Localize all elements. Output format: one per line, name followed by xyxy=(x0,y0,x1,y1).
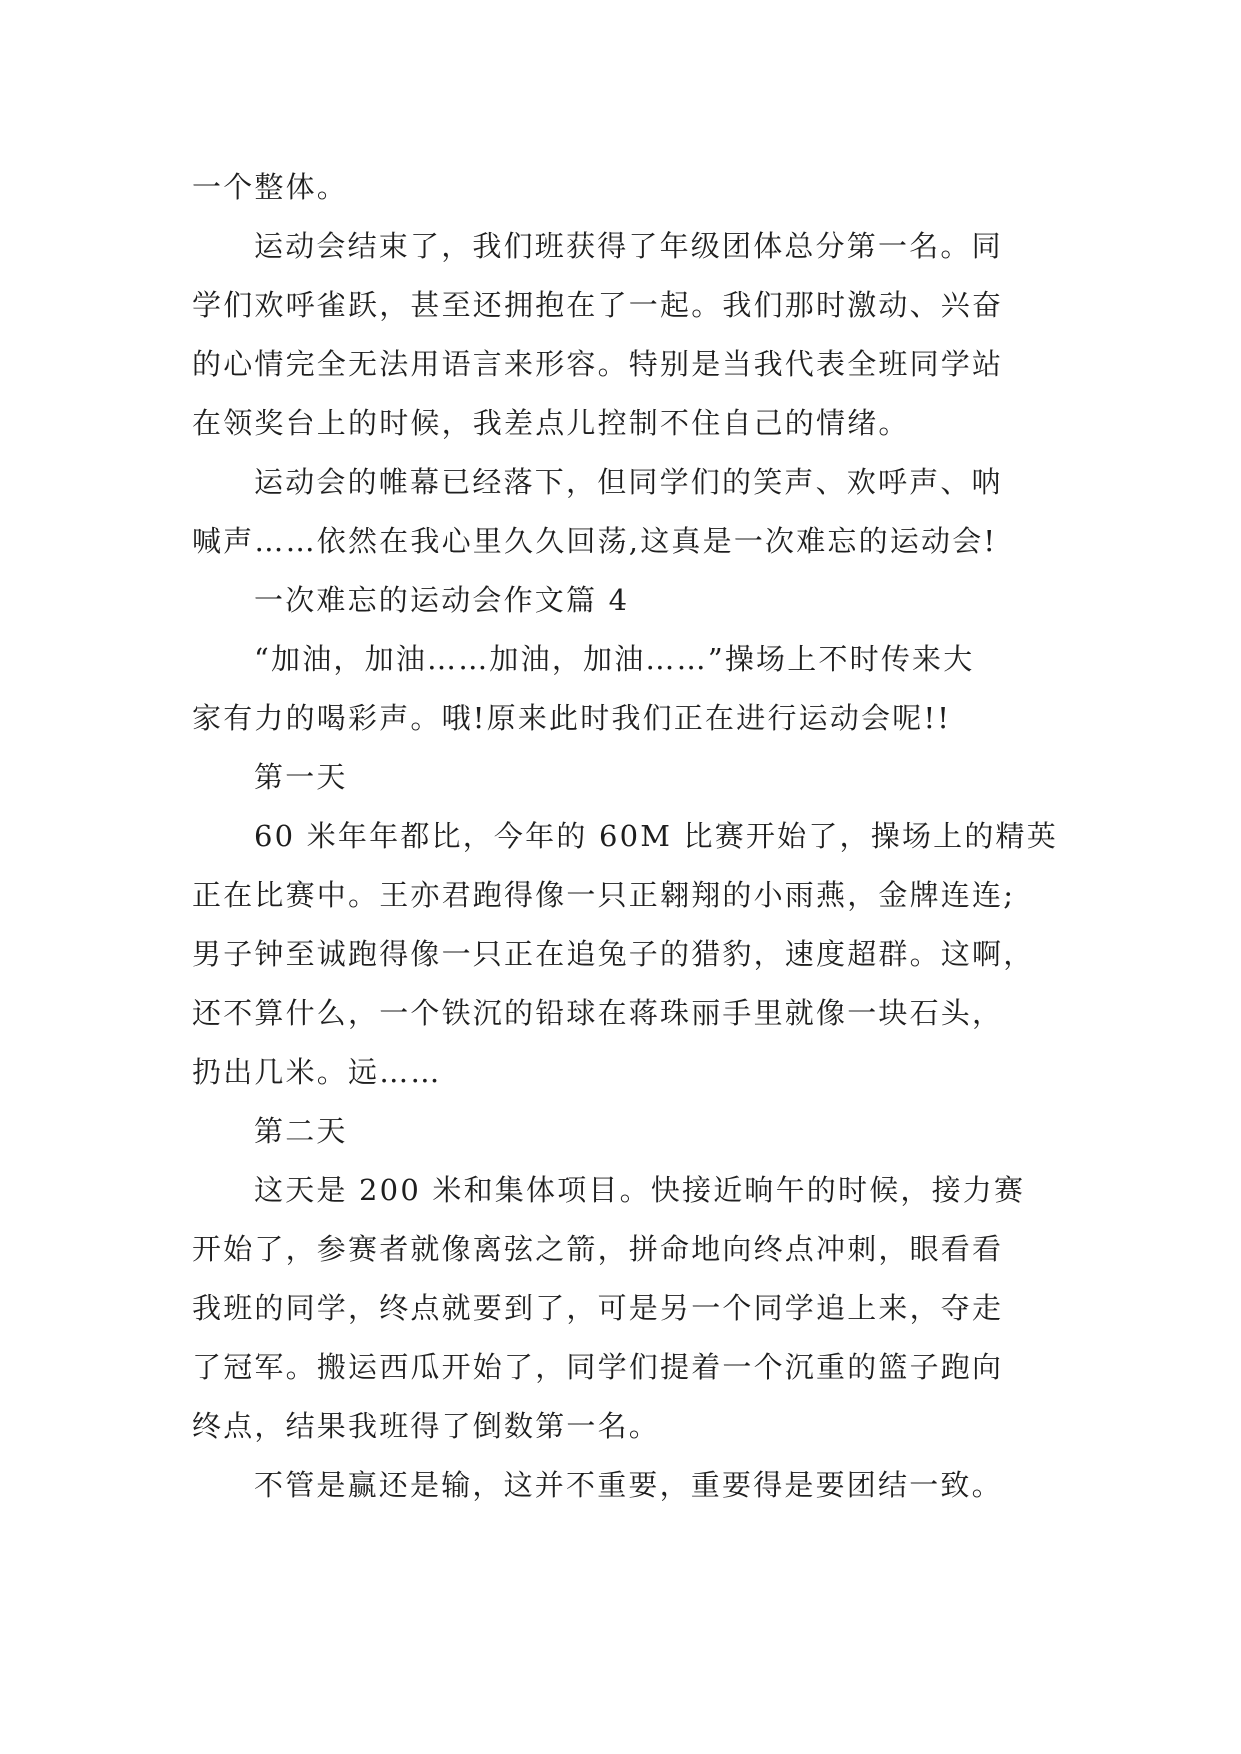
text-line: 开始了，参赛者就像离弦之箭，拼命地向终点冲刺，眼看看 xyxy=(192,1232,1004,1266)
text-line: 正在比赛中。王亦君跑得像一只正翱翔的小雨燕，金牌连连; xyxy=(192,878,1016,912)
text-line: 终点，结果我班得了倒数第一名。 xyxy=(192,1409,661,1443)
text-line: 运动会的帷幕已经落下，但同学们的笑声、欢呼声、呐 xyxy=(254,465,1003,499)
essay-text xyxy=(192,158,1072,1515)
text-line: 还不算什么，一个铁沉的铅球在蒋珠丽手里就像一块石头， xyxy=(192,996,1004,1030)
text-line: 了冠军。搬运西瓜开始了，同学们提着一个沉重的篮子跑向 xyxy=(192,1350,1004,1384)
text-line: 运动会结束了，我们班获得了年级团体总分第一名。同 xyxy=(254,229,1003,263)
text-line: 这天是 200 米和集体项目。快接近晌午的时候，接力赛 xyxy=(254,1173,1026,1207)
text-line: 学们欢呼雀跃，甚至还拥抱在了一起。我们那时激动、兴奋 xyxy=(192,288,1004,322)
text-line: 我班的同学，终点就要到了，可是另一个同学追上来，夺走 xyxy=(192,1291,1004,1325)
text-line: 一次难忘的运动会作文篇 4 xyxy=(254,583,630,617)
text-line: 男子钟至诚跑得像一只正在追兔子的猎豹，速度超群。这啊， xyxy=(192,937,1035,971)
text-line: 喊声……依然在我心里久久回荡,这真是一次难忘的运动会! xyxy=(192,524,998,558)
text-line: 第一天 xyxy=(254,760,348,794)
text-line: 在领奖台上的时候，我差点儿控制不住自己的情绪。 xyxy=(192,406,910,440)
text-line: “加油，加油……加油，加油……”操场上不时传来大 xyxy=(254,642,975,676)
text-line: 第二天 xyxy=(254,1114,348,1148)
text-line: 不管是赢还是输，这并不重要，重要得是要团结一致。 xyxy=(254,1468,1003,1502)
text-line: 一个整体。 xyxy=(192,170,349,204)
text-line: 扔出几米。远…… xyxy=(192,1055,442,1089)
text-line: 的心情完全无法用语言来形容。特别是当我代表全班同学站 xyxy=(192,347,1004,381)
text-line: 60 米年年都比，今年的 60M 比赛开始了，操场上的精英 xyxy=(254,819,1058,853)
text-line: 家有力的喝彩声。哦!原来此时我们正在进行运动会呢!! xyxy=(192,701,952,735)
